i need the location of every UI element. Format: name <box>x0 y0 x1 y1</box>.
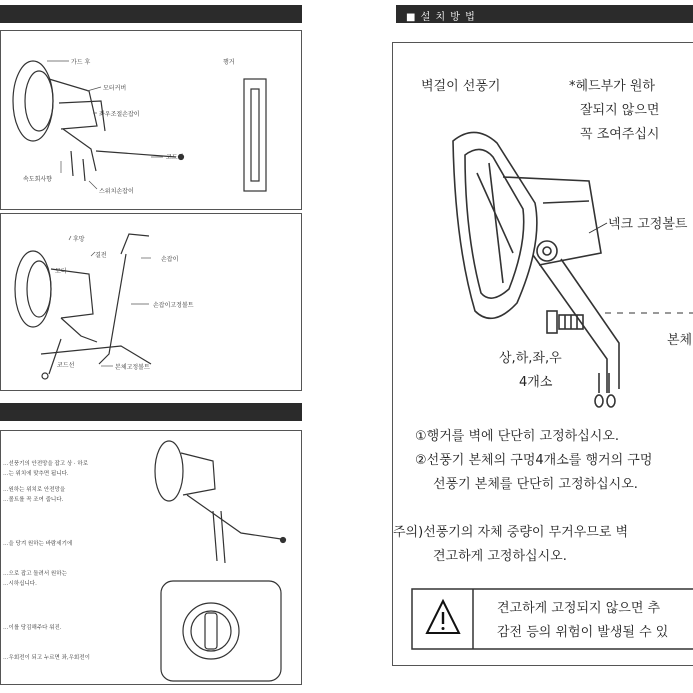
installation-panel <box>392 42 693 666</box>
caution-text: 주의)선풍기의 자체 중량이 무거우므로 벽 <box>393 525 629 540</box>
note-line: *헤드부가 원하 <box>569 79 655 94</box>
wall-fan-title: 벽걸이 선풍기 <box>421 79 501 94</box>
installation-step: ①행거를 벽에 단단히 고정하십시오. <box>415 429 619 444</box>
instruction-line: …는 위치에 맞추면 됩니다. <box>3 471 69 477</box>
instruction-line: …시하십니다. <box>3 581 37 587</box>
label-handle-bolt: 손잡이고정볼트 <box>153 302 194 309</box>
warning-text: 감전 등의 위험이 발생될 수 있 <box>497 625 669 640</box>
fan-parts-panel <box>0 30 302 210</box>
label-hanger: 행거 <box>223 59 235 66</box>
instruction-line: …우회전이 되고 누르면 좌,우회전이 <box>3 655 90 661</box>
body-label: 본체 <box>667 333 693 348</box>
label-back-hub: 후망 <box>73 236 85 243</box>
fan-and-dial-diagram <box>1 431 303 686</box>
instruction-line: …볼트를 꼭 조여 줍니다. <box>3 497 64 503</box>
usage-instructions-panel <box>0 430 302 685</box>
instruction-line: …으로 잡고 돌려서 원하는 <box>3 571 67 577</box>
warning-text: 견고하게 고정되지 않으면 추 <box>497 601 661 616</box>
neck-bolt-label: 넥크 고정볼트 <box>608 217 688 232</box>
label-motor-cover: 모터커버 <box>103 85 127 92</box>
note-line: 잘되지 않으면 <box>580 103 660 118</box>
label-cord: 코드선 <box>57 362 75 369</box>
label-body-bolt: 본체고정볼트 <box>115 364 150 371</box>
label-front-hub: 결전 <box>95 252 107 259</box>
caution-text: 견고하게 고정하십시오. <box>433 549 567 564</box>
stand-fan-parts-panel <box>0 213 302 391</box>
label-guard-back: 가드 후 <box>71 59 91 66</box>
section-title: ■ 설 치 방 법 <box>406 12 476 23</box>
instruction-line: …이를 당김해주다 워진. <box>3 625 62 631</box>
directions-label: 상,하,좌,우 <box>499 351 562 366</box>
label-speed-switch: 속도회사향 <box>23 176 52 183</box>
warning-triangle-icon <box>427 601 459 633</box>
label-handle: 손잡이 <box>161 256 179 263</box>
label-cord: 코드선 <box>166 154 184 161</box>
left-header-bar-2 <box>0 403 302 421</box>
label-motor: 모터 <box>55 268 67 275</box>
directions-count-label: 4개소 <box>519 375 553 390</box>
installation-step: ②선풍기 본체의 구멍4개소를 행거의 구멍 <box>415 453 653 468</box>
instruction-line: …을 당겨 원하는 바람세기에 <box>3 541 73 547</box>
left-header-bar <box>0 5 302 23</box>
right-header-bar <box>396 5 693 23</box>
note-line: 꼭 조여주십시 <box>580 127 660 142</box>
installation-step: 선풍기 본체를 단단히 고정하십시오. <box>433 477 638 492</box>
instruction-line: …원하는 위치로 안전망을 <box>3 487 66 493</box>
fan-parts-diagram <box>1 31 303 211</box>
label-angle-knob: 좌우조절손잡이 <box>99 111 140 118</box>
stand-fan-diagram <box>1 214 303 392</box>
instruction-line: …선풍기의 안전망을 잡고 상 · 하로 <box>3 461 89 467</box>
label-switch-knob: 스위치손잡이 <box>99 188 134 195</box>
